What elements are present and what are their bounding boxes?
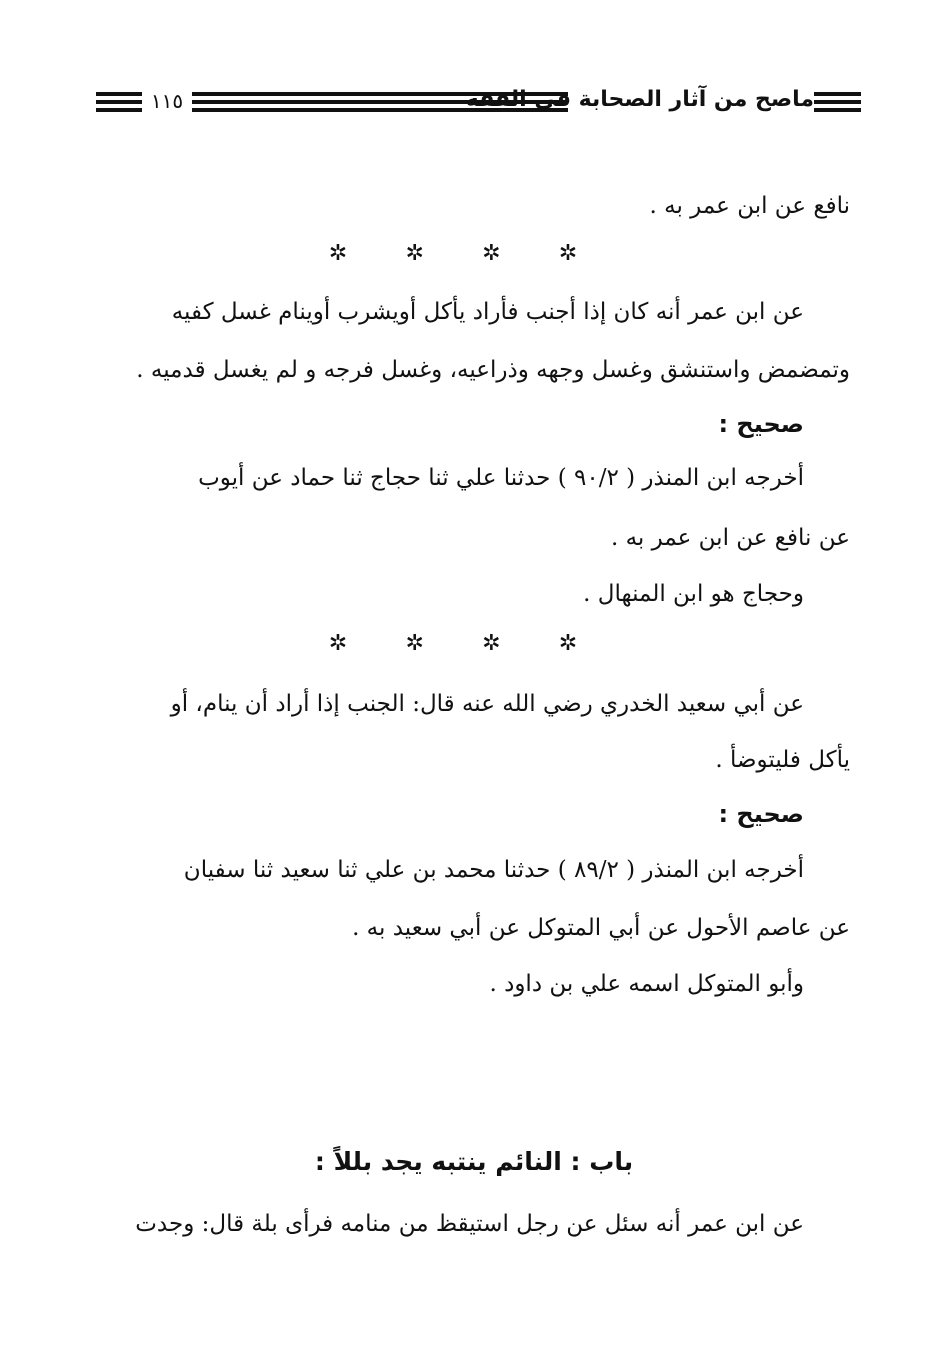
header-rule-left	[96, 90, 142, 114]
rule-bar	[814, 108, 861, 112]
page-number: ١١٥	[150, 89, 184, 113]
athar-text-line: عن أبي سعيد الخدري رضي الله عنه قال: الجنب إذا أراد أن ينام، أو	[170, 691, 804, 717]
star-ornament-icon: ✲	[328, 631, 348, 656]
running-header	[96, 82, 861, 122]
athar-text-line: وتمضمض واستنشق وغسل وجهه وذراعيه، وغسل فرجه و لم يغسل قدميه .	[136, 357, 850, 383]
star-ornament-icon: ✲	[405, 241, 424, 266]
star-ornament-icon: ✲	[405, 631, 424, 656]
grade-heading: صحيح :	[718, 410, 804, 438]
star-ornament-icon: ✲	[482, 241, 501, 266]
grade-heading: صحيح :	[718, 800, 804, 828]
star-ornament-icon: ✲	[558, 241, 578, 266]
athar-text-line: يأكل فليتوضأ .	[715, 747, 850, 773]
takhrij-line: أخرجه ابن المنذر ( ٨٩/٢ ) حدثنا محمد بن علي ثنا سعيد ثنا سفيان	[183, 857, 804, 883]
narrator-note: وأبو المتوكل اسمه علي بن داود .	[489, 971, 804, 997]
narrator-note: وحجاج هو ابن المنهال .	[583, 581, 804, 607]
header-rule-right	[814, 90, 861, 114]
chapter-heading: باب : النائم ينتبه يجد بللاً :	[314, 1147, 634, 1176]
takhrij-line: عن نافع عن ابن عمر به .	[610, 525, 850, 551]
athar-text-line: عن ابن عمر أنه سئل عن رجل استيقظ من منامه فرأى بلة قال: وجدت	[135, 1211, 804, 1237]
rule-bar	[814, 100, 861, 104]
section-separator	[318, 631, 588, 657]
body-line: نافع عن ابن عمر به .	[649, 193, 850, 219]
book-title: ماصح من آثار الصحابة في الفقه	[465, 87, 814, 112]
section-separator	[318, 241, 588, 267]
takhrij-line: عن عاصم الأحول عن أبي المتوكل عن أبي سعيد به .	[352, 915, 850, 941]
star-ornament-icon: ✲	[558, 631, 578, 656]
rule-bar	[96, 108, 142, 112]
rule-bar	[814, 92, 861, 96]
star-ornament-icon: ✲	[482, 631, 501, 656]
rule-bar	[96, 100, 142, 104]
rule-bar	[96, 92, 142, 96]
takhrij-line: أخرجه ابن المنذر ( ٩٠/٢ ) حدثنا علي ثنا حجاج ثنا حماد عن أيوب	[198, 465, 804, 491]
athar-text-line: عن ابن عمر أنه كان إذا أجنب فأراد يأكل أويشرب أوينام غسل كفيه	[171, 299, 804, 325]
star-ornament-icon: ✲	[328, 241, 348, 266]
